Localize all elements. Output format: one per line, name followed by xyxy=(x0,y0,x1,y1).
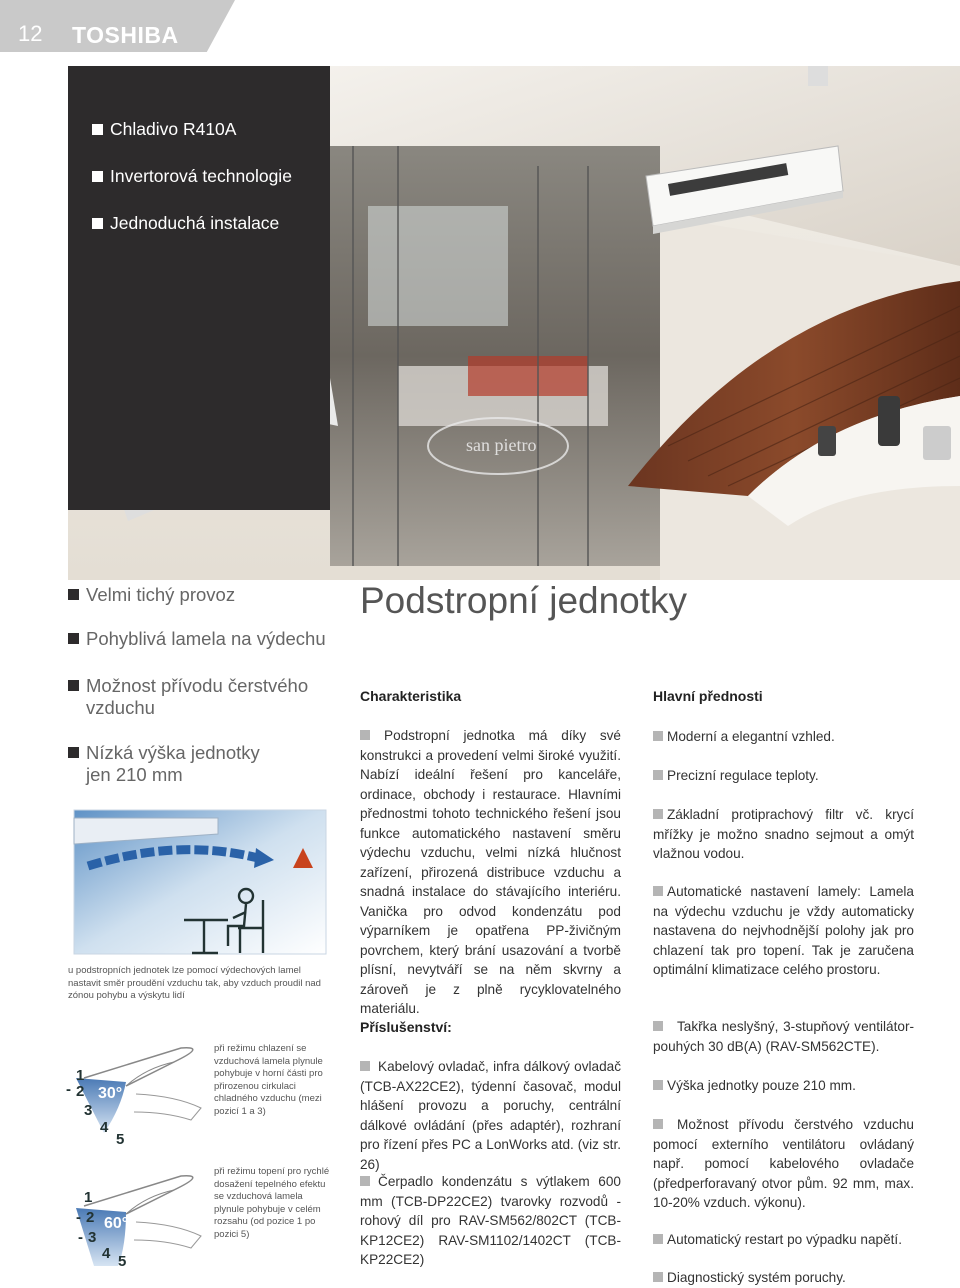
san-pietro-sign: san pietro xyxy=(466,435,537,455)
bullet-square-icon xyxy=(653,1080,663,1090)
advantage-item: Takřka neslyšný, 3-stupňový ventilátor-pouhých 30 dB(A) (RAV-SM562CTE). xyxy=(653,1019,914,1054)
position-1-label: 1 xyxy=(76,1067,85,1084)
bullet-square-icon xyxy=(68,589,79,600)
hero-list xyxy=(92,106,292,247)
hero-item: Invertorová technologie xyxy=(92,153,292,200)
advantage-item: Automatické nastavení lamely: Lamela na výdechu vzduchu je vždy automaticky nastavena do nejvhodnější polohy jak pro chlazení tak pro topení. Tak je zaručena optimální klimatizace celého prostoru. xyxy=(653,884,914,977)
brand-logo: TOSHIBA xyxy=(72,22,179,48)
louver-cooling-diagram xyxy=(66,1038,216,1148)
minus-sign: - xyxy=(66,1081,71,1098)
position-4-label: 4 xyxy=(100,1119,109,1136)
position-1-label: 1 xyxy=(84,1189,93,1206)
position-2-label: 2 xyxy=(76,1083,85,1100)
feature-item: Možnost přívodu čerstvého vzduchu xyxy=(68,675,308,719)
minus-sign: - xyxy=(76,1209,81,1226)
position-2-label: 2 xyxy=(86,1209,95,1226)
heating-angle-label: 60° xyxy=(104,1215,129,1232)
bullet-square-icon xyxy=(92,171,103,182)
position-3-label: 3 xyxy=(84,1102,93,1119)
bullet-square-icon xyxy=(653,1021,663,1031)
bullet-square-icon xyxy=(360,1176,370,1186)
accessories-item: Kabelový ovladač, infra dálkový ovladač (TCB-AX22CE2), týdenní časovač, modul hlášení provozu a poruchy, centrální dálkové ovládání (přes adaptér), rozhraní pro řízení přes PC a LonWorks atd. (viz str. 26) xyxy=(360,1059,621,1172)
cooling-angle-label: 30° xyxy=(98,1085,123,1102)
bullet-square-icon xyxy=(653,1119,663,1129)
minus-sign: - xyxy=(78,1229,83,1246)
bullet-square-icon xyxy=(92,124,103,135)
bullet-square-icon xyxy=(653,1234,663,1244)
hero-item: Jednoduchá instalace xyxy=(92,200,292,247)
advantage-item: Možnost přívodu čerstvého vzduchu pomocí externího ventilátoru ovládaný např. pomocí kabelového ovladače (předperforavaný otvor pům. 92 mm, max. 10-20% vzduch. výkonu). xyxy=(653,1117,914,1210)
position-3-label: 3 xyxy=(88,1229,97,1246)
louver-heating-diagram xyxy=(66,1166,216,1276)
position-5-label: 5 xyxy=(116,1131,125,1148)
advantage-item: Základní protiprachový filtr vč. krycí mřížky je možno snadno sejmout a omýt vlažnou vodou. xyxy=(653,807,914,861)
position-4-label: 4 xyxy=(102,1245,111,1262)
bullet-square-icon xyxy=(360,730,370,740)
bullet-square-icon xyxy=(653,886,663,896)
cooling-mode-text: při režimu chlazení se vzduchová lamela plynule pohybuje v horní části pro přirozenou cirkulaci chladného vzduchu (mezi pozicí 1 a 3) xyxy=(214,1043,323,1117)
advantage-item: Výška jednotky pouze 210 mm. xyxy=(653,1076,914,1096)
bullet-square-icon xyxy=(68,680,79,691)
diagram-caption: u podstropních jednotek lze pomocí výdechových lamel nastavit směr proudění vzduchu tak, aby vzduch proudil nad zónou pohybu a výskytu lidí xyxy=(68,965,321,1002)
position-5-label: 5 xyxy=(118,1253,127,1270)
page-number: 12 xyxy=(18,21,43,46)
feature-item: Velmi tichý provoz xyxy=(68,584,235,606)
bullet-square-icon xyxy=(653,770,663,780)
accessories-heading: Příslušenství: xyxy=(360,1019,452,1035)
advantage-item: Diagnostický systém poruchy. xyxy=(653,1268,914,1288)
advantage-item: Automatický restart po výpadku napětí. xyxy=(653,1230,914,1250)
characteristics-text: Podstropní jednotka má díky své konstrukci a provedení velmi široké využití. Nabízí ideální řešení pro kanceláře, ordinace, obchody i restaurace. Hlavními přednostmi tohoto technického řešení jsou funkce automatického nastavení směru výdechu vzduchu, velmi nízká hlučnost zařízení, přirozená distribuce vzduchu a snadná instalace do stávajícího interiéru. Vanička pro odvod kondenzátu pod výparníkem je opatřena PP-živičným povrchem, který brání usazování a tvorbě plísní, nevytváří se na něm skvrny a zároveň je z plně rycyklovatelného materiálu. xyxy=(360,728,621,1016)
feature-item: Nízká výška jednotky jen 210 mm xyxy=(68,742,260,786)
hero-item: Chladivo R410A xyxy=(92,106,292,153)
airflow-diagram xyxy=(68,808,330,958)
characteristics-heading: Charakteristika xyxy=(360,688,462,704)
feature-item: Pohyblivá lamela na výdechu xyxy=(68,628,326,650)
bullet-square-icon xyxy=(68,633,79,644)
heating-mode-text: při režimu topení pro rychlé dosažení tepelného efektu se vzduchová lamela plynule pohybuje v celém rozsahu (od pozice 1 po pozici 5) xyxy=(214,1166,330,1240)
advantage-item: Moderní a elegantní vzhled. xyxy=(653,727,914,747)
bullet-square-icon xyxy=(653,1272,663,1282)
accessories-item: Čerpadlo kondenzátu s výtlakem 600 mm (TCB-DP22CE2) tvarovky rozvodů - rohový díl pro RAV-SM562/802CT (TCB-KP12CE2) RAV-SM1102/1402CT (TCB-KP22CE2) xyxy=(360,1174,621,1267)
advantage-item: Precizní regulace teploty. xyxy=(653,766,914,786)
bullet-square-icon xyxy=(653,731,663,741)
page-title: Podstropní jednotky xyxy=(360,580,688,621)
bullet-square-icon xyxy=(653,809,663,819)
bullet-square-icon xyxy=(360,1061,370,1071)
advantages-heading: Hlavní přednosti xyxy=(653,688,763,704)
bullet-square-icon xyxy=(92,218,103,229)
bullet-square-icon xyxy=(68,747,79,758)
